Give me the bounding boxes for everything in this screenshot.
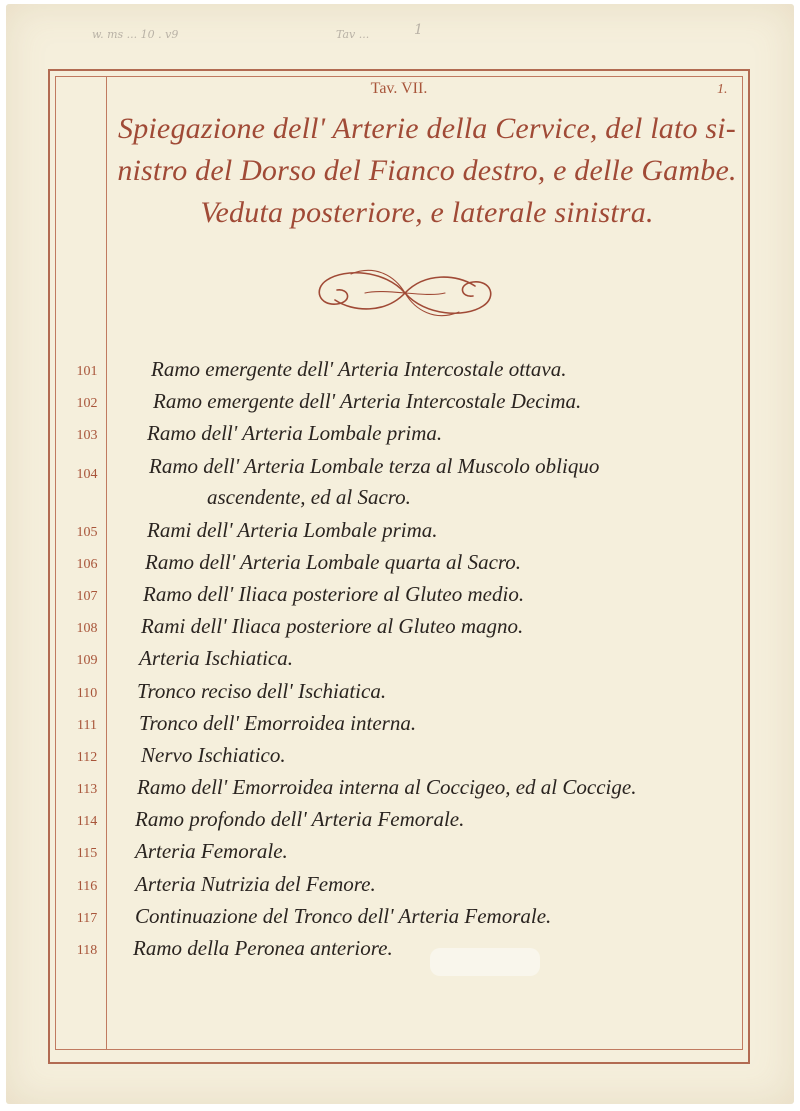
list-item: [55, 418, 735, 450]
entry-number: 103: [76, 428, 98, 444]
entry-text: Nervo Ischiatico.: [141, 742, 286, 767]
entry-text: Ramo emergente dell' Arteria Intercostale Decima.: [153, 389, 582, 414]
entry-number: 101: [76, 364, 98, 379]
title-line: Spiegazione dell' Arterie della Cervice, del lato si-: [118, 112, 736, 145]
list-item: [55, 547, 735, 579]
entry-number: 102: [76, 396, 98, 412]
entry-number: 117: [76, 910, 98, 926]
entry-text: Arteria Nutrizia del Femore.: [135, 871, 376, 896]
entry-number: 118: [76, 943, 98, 958]
list-item: [55, 676, 735, 708]
legend-list: [55, 354, 735, 965]
pencil-note: w. ms ... 10 . v9: [92, 28, 179, 41]
entry-text: Ramo dell' Arteria Lombale terza al Muscolo obliquo: [149, 453, 600, 478]
entry-number: 107: [76, 588, 98, 604]
entry-text: Continuazione del Tronco dell' Arteria Femorale.: [135, 903, 552, 928]
pencil-note: 1: [414, 22, 423, 38]
list-item: [55, 643, 735, 675]
list-item: [55, 740, 735, 772]
entry-text: Tronco dell' Emorroidea interna.: [139, 710, 417, 735]
entry-number: 111: [77, 717, 97, 733]
list-item: [55, 611, 735, 643]
entry-text: Ramo dell' Arteria Lombale prima.: [147, 421, 443, 446]
entry-number: 109: [76, 653, 98, 669]
entry-number: 106: [76, 556, 98, 572]
entry-number: 112: [76, 749, 98, 765]
entry-number: 108: [76, 621, 98, 637]
pencil-note: Tav ...: [336, 28, 370, 41]
list-item: [55, 869, 735, 901]
list-item: [55, 354, 735, 386]
entry-text: Ramo dell' Arteria Lombale quarta al Sacro.: [145, 549, 522, 574]
title-line: nistro del Dorso del Fianco destro, e delle Gambe.: [117, 154, 737, 187]
list-item: [55, 386, 735, 418]
entry-number: 104: [76, 466, 98, 482]
entry-number: 115: [76, 846, 98, 862]
entry-number: 110: [76, 685, 98, 701]
page-number: 1.: [717, 82, 728, 97]
list-item: [55, 772, 735, 804]
list-item: [55, 836, 735, 868]
list-item: [55, 708, 735, 740]
entry-text: Ramo profondo dell' Arteria Femorale.: [135, 807, 465, 832]
list-item: [55, 804, 735, 836]
entry-text: Ramo emergente dell' Arteria Intercostale ottava.: [151, 357, 567, 381]
page-title: [112, 108, 742, 234]
erasure-mark: [430, 948, 540, 976]
list-item: [55, 451, 735, 515]
entry-text: Arteria Femorale.: [135, 839, 288, 864]
list-item: [55, 579, 735, 611]
entry-text: Ramo della Peronea anteriore.: [133, 936, 393, 960]
list-item: [55, 901, 735, 933]
entry-number: 105: [76, 524, 98, 540]
entry-number: 113: [76, 782, 98, 798]
entry-text: Ramo dell' Emorroidea interna al Coccigeo, ed al Coccige.: [137, 775, 637, 800]
entry-text: Rami dell' Arteria Lombale prima.: [147, 517, 438, 542]
list-item: [55, 933, 735, 965]
list-item: [55, 515, 735, 547]
entry-text: Tronco reciso dell' Ischiatica.: [137, 678, 387, 703]
entry-text-continuation: ascendente, ed al Sacro.: [207, 484, 411, 509]
entry-text: Ramo dell' Iliaca posteriore al Gluteo medio.: [143, 581, 525, 606]
flourish-ornament: [305, 262, 505, 324]
entry-text: Rami dell' Iliaca posteriore al Gluteo magno.: [141, 614, 524, 639]
entry-text: Arteria Ischiatica.: [139, 646, 293, 671]
entry-number: 114: [76, 814, 98, 830]
plate-label: Tav. VII.: [370, 80, 428, 97]
title-line: Veduta posteriore, e laterale sinistra.: [200, 196, 654, 229]
entry-number: 116: [76, 878, 98, 894]
